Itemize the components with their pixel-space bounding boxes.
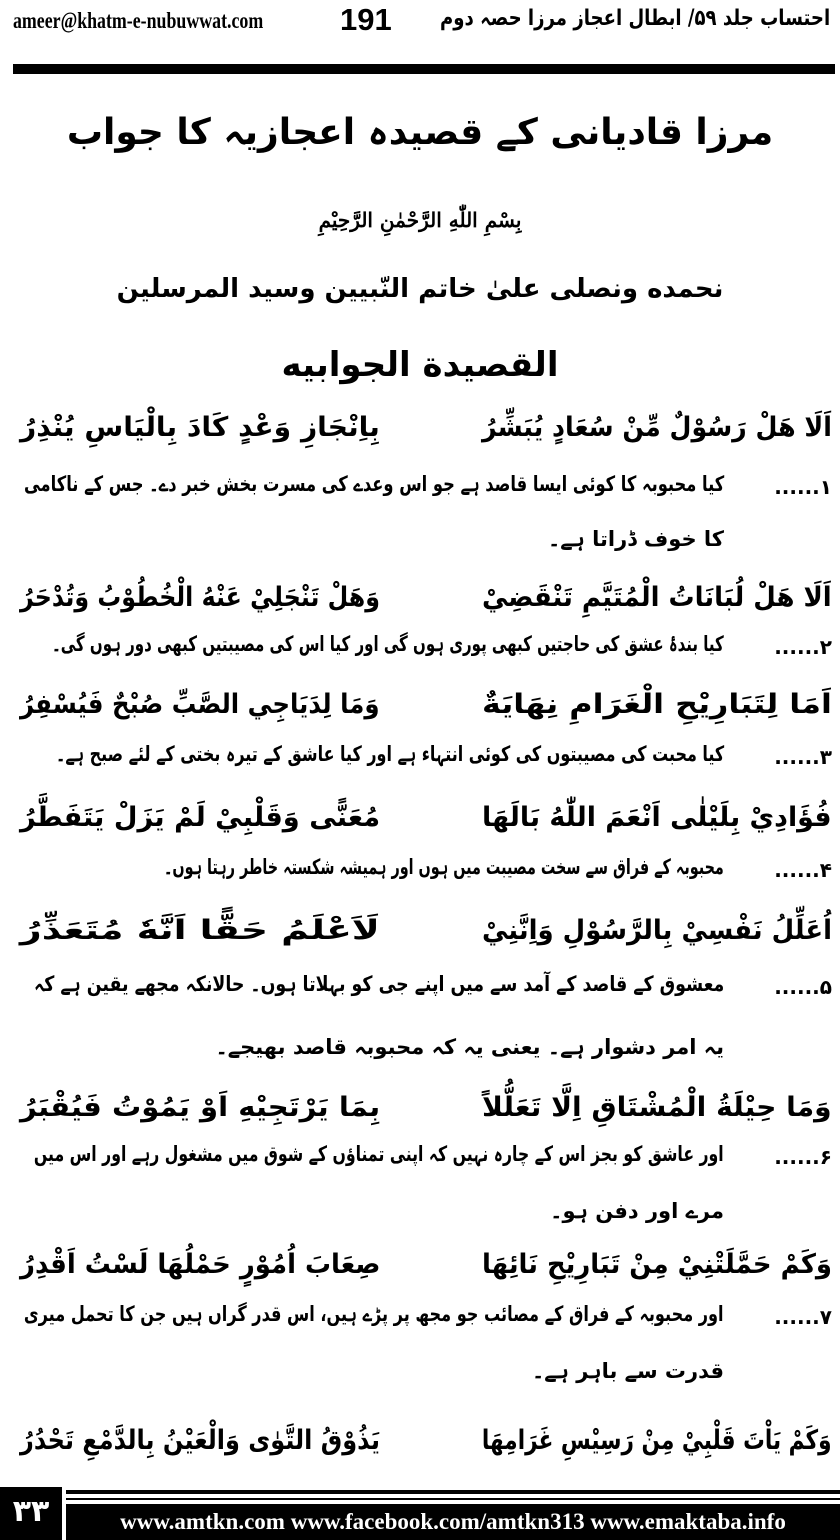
verse-number: ۶...... [774, 1145, 832, 1169]
verse-translation: کیا بندۂ عشق کی حاجتیں کبھی پوری ہوں گی اور کیا اس کی مصیبتیں کبھی دور ہوں گی۔ [52, 632, 724, 656]
verse-left-hemistich: لَاَعْلَمُ حَقًّا اَنَّهٗ مُتَعَذِّرُ [20, 915, 380, 946]
verse-right-hemistich: اُعَلِّلُ نَفْسِيْ بِالرَّسُوْلِ وَاِنَّنِيْ [481, 915, 832, 946]
footer-rule-thin [66, 1498, 840, 1500]
page-title: مرزا قادیانی کے قصیدہ اعجازیہ کا جواب [66, 112, 774, 153]
header-email: ameer@khatm-e-nubuwwat.com [13, 8, 264, 33]
header-page-number: 191 [340, 2, 392, 37]
verse-left-hemistich: بِمَا يَرْتَجِيْهِ اَوْ يَمُوْتُ فَيُقْبَرُ [19, 1092, 380, 1123]
verse-left-hemistich: مُعَنًّى وَقَلْبِيْ لَمْ يَزَلْ يَتَفَطَّرُ [19, 802, 380, 833]
verse-translation: مرے اور دفن ہو۔ [550, 1199, 724, 1223]
verse-number: ۲...... [774, 635, 832, 659]
verse-translation: کیا محبت کی مصیبتوں کی کوئی انتہاء ہے اور کیا عاشق کے تیرہ بختی کے لئے صبح ہے۔ [55, 742, 724, 766]
verse-number: ۵...... [774, 975, 832, 999]
hamd-line: نحمده ونصلی علیٰ خاتم النّبیین وسید المرسلین [116, 274, 724, 304]
footer-links: www.amtkn.com www.facebook.com/amtkn313 www.emaktaba.info [66, 1504, 840, 1540]
verse-number: ۷...... [774, 1305, 832, 1329]
verse-left-hemistich: وَهَلْ تَنْجَلِيْ عَنْهُ الْخُطُوْبُ وَتُدْحَرُ [20, 582, 380, 613]
header-book-title: احتساب جلد ۵۹/ ابطال اعجاز مرزا حصہ دوم [439, 6, 830, 31]
footer-page-label: ۳۳ [0, 1487, 62, 1540]
verse-left-hemistich: وَمَا لِدَيَاجِي الصَّبِّ صُبْحٌ فَيُسْفِرُ [20, 689, 380, 720]
verse-right-hemistich: اَمَا لِتَبَارِيْحِ الْغَرَامِ نِهَايَةٌ [482, 689, 832, 720]
verse-number: ۱...... [774, 475, 832, 499]
verse-translation: یہ امر دشوار ہے۔ یعنی یہ کہ محبوبہ قاصد بھیجے۔ [215, 1035, 724, 1059]
verse-translation: قدرت سے باہر ہے۔ [531, 1359, 724, 1383]
verse-translation: معشوق کے قاصد کے آمد سے میں اپنے جی کو بہلاتا ہوں۔ حالانکہ مجھے یقین ہے کہ [33, 972, 724, 996]
verse-left-hemistich: صِعَابَ اُمُوْرٍ حَمْلُهَا لَسْتُ اَقْدِرُ [19, 1249, 380, 1280]
verse-left-hemistich: يَذُوْقُ التَّوٰى وَالْعَيْنُ بِالدَّمْعِ تَحْدُرُ [20, 1425, 380, 1456]
verse-right-hemistich: فُؤَادِيْ بِلَيْلٰى اَنْعَمَ اللّٰهُ بَالَهَا [482, 802, 832, 833]
footer-rule [66, 1490, 840, 1494]
verse-right-hemistich: وَمَا حِيْلَةُ الْمُشْتَاقِ اِلَّا تَعَلُّلاً [482, 1092, 832, 1123]
verse-left-hemistich: بِاِنْجَازِ وَعْدٍ كَادَ بِالْيَاسِ يُنْذِرُ [20, 412, 380, 443]
verse-number: ۳...... [774, 745, 832, 769]
verse-right-hemistich: اَلَا هَلْ لُبَانَاتُ الْمُتَيَّمِ تَنْقَضِيْ [482, 582, 832, 613]
verse-translation: کیا محبوبہ کا کوئی ایسا قاصد ہے جو اس وعدے کی مسرت بخش خبر دے۔ جس کے ناکامی [23, 472, 724, 496]
qasida-heading: القصيدة الجوابيه [281, 345, 559, 385]
bismillah: بِسْمِ اللّٰهِ الرَّحْمٰنِ الرَّحِيْمِ [318, 208, 522, 232]
verse-right-hemistich: اَلَا هَلْ رَسُوْلٌ مِّنْ سُعَادٍ يُبَشِّرُ [482, 412, 832, 443]
verse-translation: اور محبوبہ کے فراق کے مصائب جو مجھ پر پڑے ہیں، اس قدر گراں ہیں جن کا تحمل میری [24, 1302, 724, 1326]
verse-right-hemistich: وَكَمْ حَمَّلَتْنِيْ مِنْ تَبَارِيْحِ نَائِهَا [481, 1249, 832, 1280]
header-rule [13, 64, 835, 74]
verse-number: ۴...... [774, 858, 832, 882]
verse-translation: کا خوف ڈراتا ہے۔ [547, 527, 724, 551]
verse-translation: محبوبہ کے فراق سے سخت مصیبت میں ہوں اور ہمیشہ شکستہ خاطر رہتا ہوں۔ [164, 855, 724, 879]
verse-translation: اور عاشق کو بجز اس کے چارہ نہیں کہ اپنی تمناؤں کے شوق میں مشغول رہے اور اس میں [34, 1142, 724, 1166]
verse-right-hemistich: وَكَمْ يَاْتَ قَلْبِيْ مِنْ رَسِيْسِ غَرَامِهَا [482, 1425, 832, 1456]
